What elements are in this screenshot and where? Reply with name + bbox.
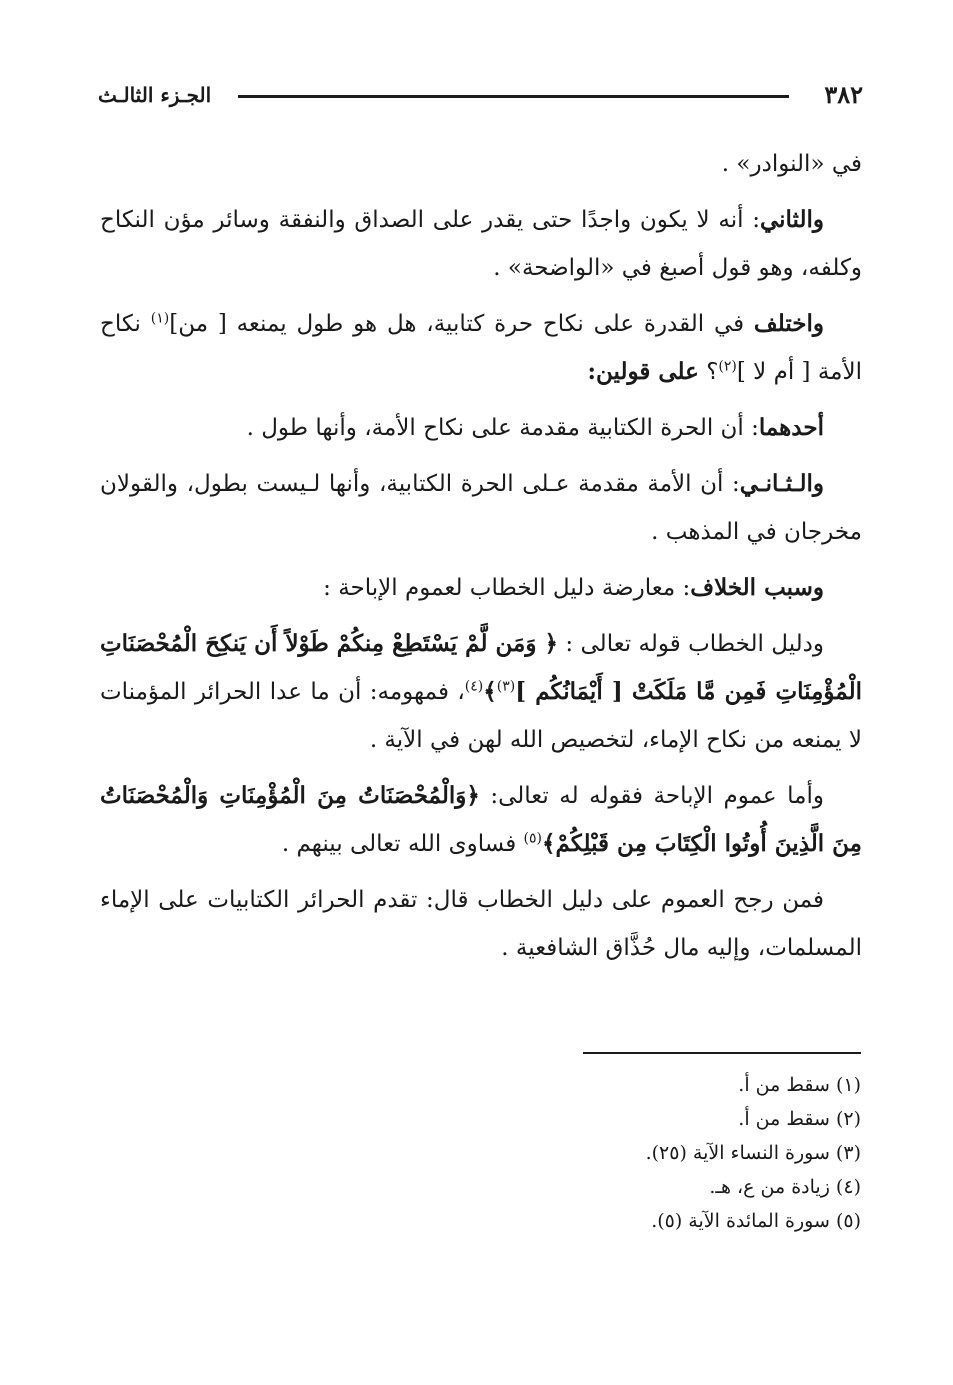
paragraph bbox=[100, 460, 862, 556]
footnote-item: (٢) سقط من أ. bbox=[738, 1108, 861, 1130]
footnote-separator bbox=[583, 1052, 861, 1054]
main-text bbox=[100, 140, 862, 980]
body-text: : أن الحرة الكتابية مقدمة على نكاح الأمة، وأنها طول . bbox=[246, 415, 759, 441]
bold-text: ﴿وَالْمُحْصَنَاتُ مِنَ الْمُؤْمِنَاتِ وَالْمُحْصَنَاتُ مِنَ الَّذِينَ أُوتُوا الْكِتَابَ مِن قَبْلِكُمْ﴾ bbox=[100, 782, 862, 857]
body-text: ودليل الخطاب قوله تعالى : bbox=[558, 631, 824, 657]
body-text: نكاح الأمة [ أم لا ] bbox=[100, 311, 862, 385]
header-rule bbox=[238, 95, 789, 98]
page-header bbox=[98, 78, 863, 118]
body-text: ، فمهومه: أن ما عدا الحرائر المؤمنات لا يمنعه من نكاح الإماء، لتخصيص الله لهن في الآية . bbox=[100, 679, 862, 753]
bold-text: على قولين: bbox=[587, 358, 699, 385]
bold-text: أحدهما bbox=[758, 414, 824, 441]
paragraph bbox=[100, 300, 862, 396]
part-title: الجـزء الثالـث bbox=[98, 83, 212, 107]
footnote-reference: (٢) bbox=[718, 358, 737, 375]
body-text: في «النوادر» . bbox=[721, 151, 862, 177]
bold-text: والـثـانـي bbox=[739, 470, 824, 497]
paragraph bbox=[100, 876, 862, 972]
body-text: وأما عموم الإباحة فقوله له تعالى: bbox=[479, 783, 825, 809]
paragraph bbox=[100, 620, 862, 764]
footnote-item: (٤) زيادة من ع، هـ. bbox=[709, 1176, 861, 1198]
body-text: فساوى الله تعالى بينهم . bbox=[281, 831, 524, 857]
paragraph bbox=[100, 772, 862, 868]
footnote-item: (٥) سورة المائدة الآية (٥). bbox=[651, 1210, 861, 1232]
footnote-reference: (٤) bbox=[464, 678, 484, 695]
bold-text: ﴾ bbox=[483, 678, 497, 705]
body-text: فمن رجح العموم على دليل الخطاب قال: تقدم الحرائر الكتابيات على الإماء المسلمات، وإليه مال حُذَّاق الشافعية . bbox=[100, 887, 862, 961]
page-number: ٣٨٢ bbox=[824, 80, 863, 109]
footnote-item: (١) سقط من أ. bbox=[738, 1074, 861, 1096]
body-text: : معارضة دليل الخطاب لعموم الإباحة : bbox=[323, 575, 691, 601]
paragraph bbox=[100, 564, 862, 612]
footnote-reference: (٥) bbox=[523, 830, 543, 847]
bold-text: ﴿ وَمَن لَّمْ يَسْتَطِعْ مِنكُمْ طَوْلاً أَن يَنكِحَ الْمُحْصَنَاتِ الْمُؤْمِنَاتِ فَمِن مَّا مَلَكَتْ [ أَيْمَانُكُم ] bbox=[100, 630, 862, 705]
paragraph bbox=[100, 404, 862, 452]
paragraph bbox=[100, 140, 862, 188]
bold-text: واختلف bbox=[753, 310, 824, 337]
bold-text: والثاني bbox=[759, 206, 824, 233]
body-text: : أن الأمة مقدمة عـلى الحرة الكتابية، وأنها لـيست بطول، والقولان مخرجان في المذهب . bbox=[100, 471, 862, 545]
body-text: : أنه لا يكون واجدًا حتى يقدر على الصداق والنفقة وسائر مؤن النكاح وكلفه، وهو قول أصبغ في «الواضحة» . bbox=[100, 207, 862, 281]
footnote-item: (٣) سورة النساء الآية (٢٥). bbox=[645, 1142, 861, 1164]
footnotes-list bbox=[361, 1068, 861, 1238]
bold-text: وسبب الخلاف bbox=[690, 574, 824, 601]
body-text: في القدرة على نكاح حرة كتابية، هل هو طول يمنعه [ من] bbox=[169, 311, 754, 337]
body-text: ؟ bbox=[698, 359, 719, 385]
footnote-reference: (١) bbox=[150, 310, 170, 327]
paragraph bbox=[100, 196, 862, 292]
footnote-reference: (٣) bbox=[496, 678, 516, 695]
